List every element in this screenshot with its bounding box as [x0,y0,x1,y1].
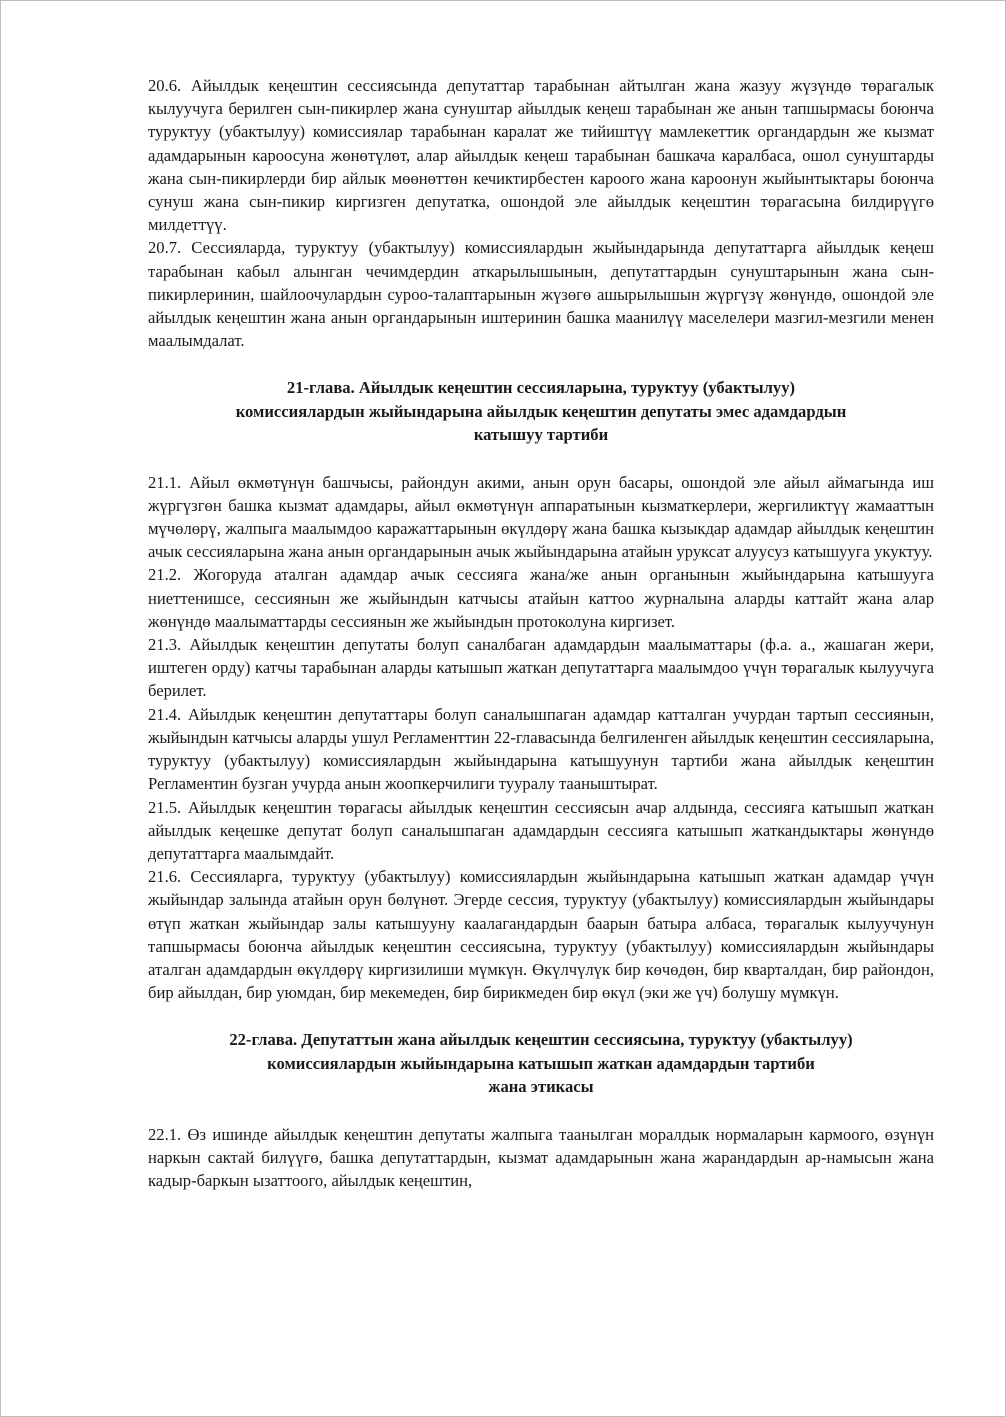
paragraph-22-1: 22.1. Өз ишинде айылдык кеңештин депутаты жалпыга таанылган моралдык нормаларын кармоого, өзүнүн наркын сактай билүүгө, башка депутаттардын, кызмат адамдарынын жана жарандардын ар-намысын жана кадыр-баркын ызаттоого, айылдык кеңештин, [148,1124,934,1190]
paragraph-20-6: 20.6. Айылдык кеңештин сессиясында депутаттар тарабынан айтылган жана жазуу жүзүндө төрагалык кылуучуга берилген сын-пикирлер жана сунуштар айылдык кеңеш тарабынан же анын тапшырмасы боюнча туруктуу (убактылуу) комиссиялар тарабынан каралат же тийиштүү мамлекеттик органдардын же кызмат адамдарынын кароосуна жөнөтүлөт, алар айылдык кеңеш тарабынан башкача каралбаса, ошол сунуштарды жана сын-пикирлерди бир айлык мөөнөттөн кечиктирбестен кароого жана кароонун жыйынтыктары боюнча сунуш жана сын-пикир киргизген депутатка, ошондой эле айылдык кеңештин төрагасына билдирүүгө милдеттүү. [148,76,934,235]
paragraph-21-1: 21.1. Айыл өкмөтүнүн башчысы, райондун акими, анын орун басары, ошондой эле айыл аймагында иш жүргүзгөн башка кызмат адамдары, айыл өкмөтүнүн аппаратынын кызматкерлери, жергиликтүү жамааттын мүчөлөрү, жалпыга маалымдоо каражаттарынын өкүлдөрү жана башка кызыкдар адамдар айылдык кеңештин ачык сессияларына жана анын органдарынын ачык жыйындарына атайын уруксат алуусуз катышууга укуктуу. [148,472,934,562]
chapter-21-heading [148,376,934,446]
document-body [148,74,934,1192]
chapter-21-heading-line-2: комиссиялардын жыйындарына айылдык кеңештин депутаты эмес адамдардын [235,401,847,421]
chapter-22-heading-line-3: жана этикасы [488,1077,594,1097]
chapter-21-heading-line-1: 21-глава. Айылдык кеңештин сессияларына, туруктуу (убактылуу) [286,378,796,398]
paragraph-21-6: 21.6. Сессияларга, туруктуу (убактылуу) комиссиялардын жыйындарына катышып жаткан адамдар үчүн жыйындар залында атайын орун бөлүнөт. Эгерде сессия, туруктуу (убактылуу) комиссиялардын жыйындары өтүп жаткан жыйындар залы катышууну каалагандардын баарын батыра албаса, төрагалык кылуучунун тапшырмасы боюнча айылдык кеңештин сессиясына, туруктуу (убактылуу) комиссиялардын жыйындары аталган адамдардын өкүлдөрү киргизилиши мүмкүн. Өкүлчүлүк бир көчөдөн, бир кварталдан, бир райондон, бир айылдан, бир уюмдан, бир мекемеден, бир бирикмеден бир өкүл (эки же үч) болушу мүмкүн. [148,867,934,1003]
chapter-22-heading-line-1: 22-глава. Депутаттын жана айылдык кеңештин сессиясына, туруктуу (убактылуу) [229,1030,853,1050]
chapter-21-heading-line-3: катышуу тартиби [473,425,609,445]
paragraph-21-2: 21.2. Жогоруда аталган адамдар ачык сессияга жана/же анын органынын жыйындарына катышууга ниеттенишсе, сессиянын же жыйындын катчысы атайын каттоо журналына аларды каттайт жана алар жөнүндө маалыматтарды сессиянын же жыйындын протоколуна киргизет. [148,565,934,631]
paragraph-21-4: 21.4. Айылдык кеңештин депутаттары болуп саналышпаган адамдар катталган учурдан тартып сессиянын, жыйындын катчысы аларды ушул Регламенттин 22-главасында белгиленген айылдык кеңештин сессияларына, туруктуу (убактылуу) комиссиялардын жыйындарына катышуунун тартиби жана айылдык кеңештин Регламентин бузган учурда анын жоопкерчилиги тууралу тааныштырат. [148,704,934,794]
paragraph-21-5: 21.5. Айылдык кеңештин төрагасы айылдык кеңештин сессиясын ачар алдында, сессияга катышып жаткан айылдык кеңешке депутат болуп саналышпаган адамдардын сессияга катышып жаткандыктары жөнүндө депутаттарга маалымдайт. [148,797,934,863]
paragraph-20-7: 20.7. Сессияларда, туруктуу (убактылуу) комиссиялардын жыйындарында депутаттарга айылдык кеңеш тарабынан кабыл алынган чечимдердин аткарылышынын, депутаттардын сунуштарынын жана сын-пикирлеринин, шайлоочулардын суроо-талаптарынын жүзөгө ашырылышын жүргүзү жөнүндө, ошондой эле айылдык кеңештин жана анын органдарынын иштеринин башка маанилүү маселелери мазгил-мезгили менен маалымдалат. [148,238,934,351]
chapter-22-heading [148,1028,934,1098]
paragraph-21-3: 21.3. Айылдык кеңештин депутаты болуп саналбаган адамдардын маалыматтары (ф.а. а., жашаган жери, иштеген орду) катчы тарабынан аларды катышып жаткан депутаттарга маалымдоо үчүн төрагалык кылуучуга берилет. [148,635,934,701]
chapter-22-heading-line-2: комиссиялардын жыйындарына катышып жаткан адамдардын тартиби [267,1053,815,1073]
